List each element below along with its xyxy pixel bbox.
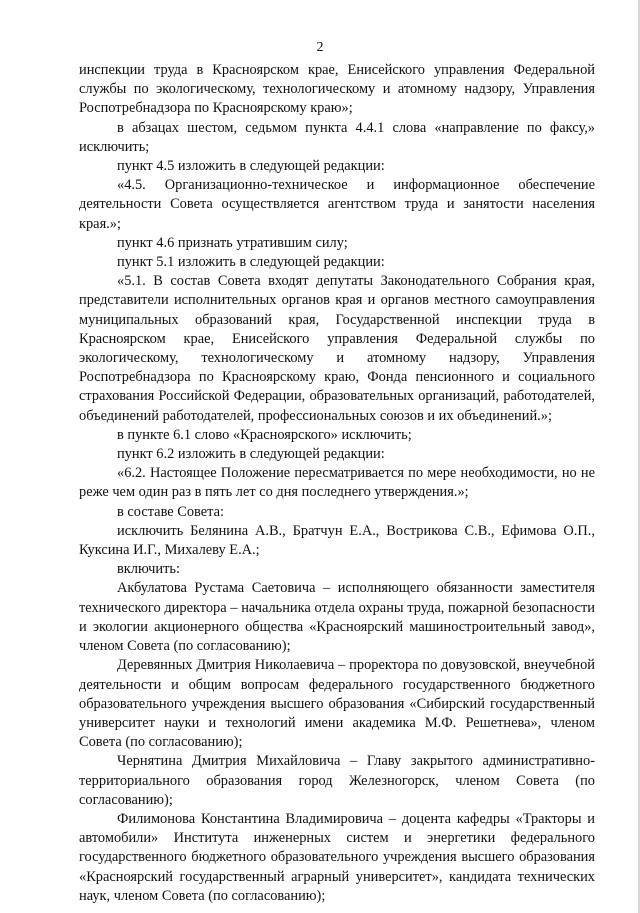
paragraph: пункт 4.5 изложить в следующей редакции: <box>117 158 385 175</box>
paragraph: пункт 5.1 изложить в следующей редакции: <box>117 254 385 271</box>
paragraph: «4.5. Организационно-техническое и информационное обеспечение деятельности Совета осуществляется агентством труда и занятости населения края.»; <box>79 177 595 232</box>
paragraph: пункт 6.2 изложить в следующей редакции: <box>117 446 385 463</box>
paragraph: инспекции труда в Красноярском крае, Енисейского управления Федеральной службы по экологическому, технологическому и атомному надзору, Управления Роспотребнадзора по Красноярскому краю»; <box>79 62 595 117</box>
paragraph: «5.1. В состав Совета входят депутаты Законодательного Собрания края, представители исполнительных органов края и органов местного самоуправления муниципальных образований края, Государственной инспекции труда в Красноярском крае, Енисейского управления Федеральной службы по экологическому, технологическому и атомному надзору, Управления Роспотребнадзора по Красноярскому краю, Фонда пенсионного и социального страхования Российской Федерации, образовательных организаций, работодателей, объединений работодателей, профессиональных союзов и их объединений.»; <box>79 273 595 424</box>
paragraph: Деревянных Дмитрия Николаевича – проректора по довузовской, внеучебной деятельности и общим вопросам федерального государственного бюджетного образовательного учреждения высшего образования «Сибирский государственный университет науки и технологий имени академика М.Ф. Решетнева», членом Совета (по согласованию); <box>79 657 595 751</box>
paragraph: в составе Совета: <box>117 503 225 520</box>
paragraph: Чернятина Дмитрия Михайловича – Главу закрытого административно-территориального образования город Железногорск, членом Совета (по согласованию); <box>79 753 595 808</box>
paragraph: Филимонова Константина Владимировича – доцента кафедры «Тракторы и автомобили» Института инженерных систем и энергетики федерального государственного бюджетного образовательного учреждения высшего образования «Красноярский государственный аграрный университет», кандидата технических наук, членом Совета (по согласованию); <box>79 810 595 904</box>
paragraph: исключить Белянина А.В., Братчун Е.А., Вострикова С.В., Ефимова О.П., Куксина И.Г., Михалеву Е.А.; <box>79 522 595 559</box>
paragraph: включить: <box>117 561 180 578</box>
paragraph: Акбулатова Рустама Саетовича – исполняющего обязанности заместителя технического директора – начальника отдела охраны труда, пожарной безопасности и экологии акционерного общества «Красноярский машиностроительный завод», членом Совета (по согласованию); <box>79 580 595 655</box>
paragraph: в абзацах шестом, седьмом пункта 4.4.1 слова «направление по факсу,» исключить; <box>79 119 595 155</box>
paragraph: в пункте 6.1 слово «Красноярского» исключить; <box>117 426 412 443</box>
paragraph: «6.2. Настоящее Положение пересматривается по мере необходимости, но не реже чем один раз в пять лет со дня последнего утверждения.»; <box>79 465 595 501</box>
document-body <box>79 61 595 906</box>
page-number: 2 <box>316 40 324 55</box>
paragraph: пункт 4.6 признать утратившим силу; <box>117 234 348 251</box>
